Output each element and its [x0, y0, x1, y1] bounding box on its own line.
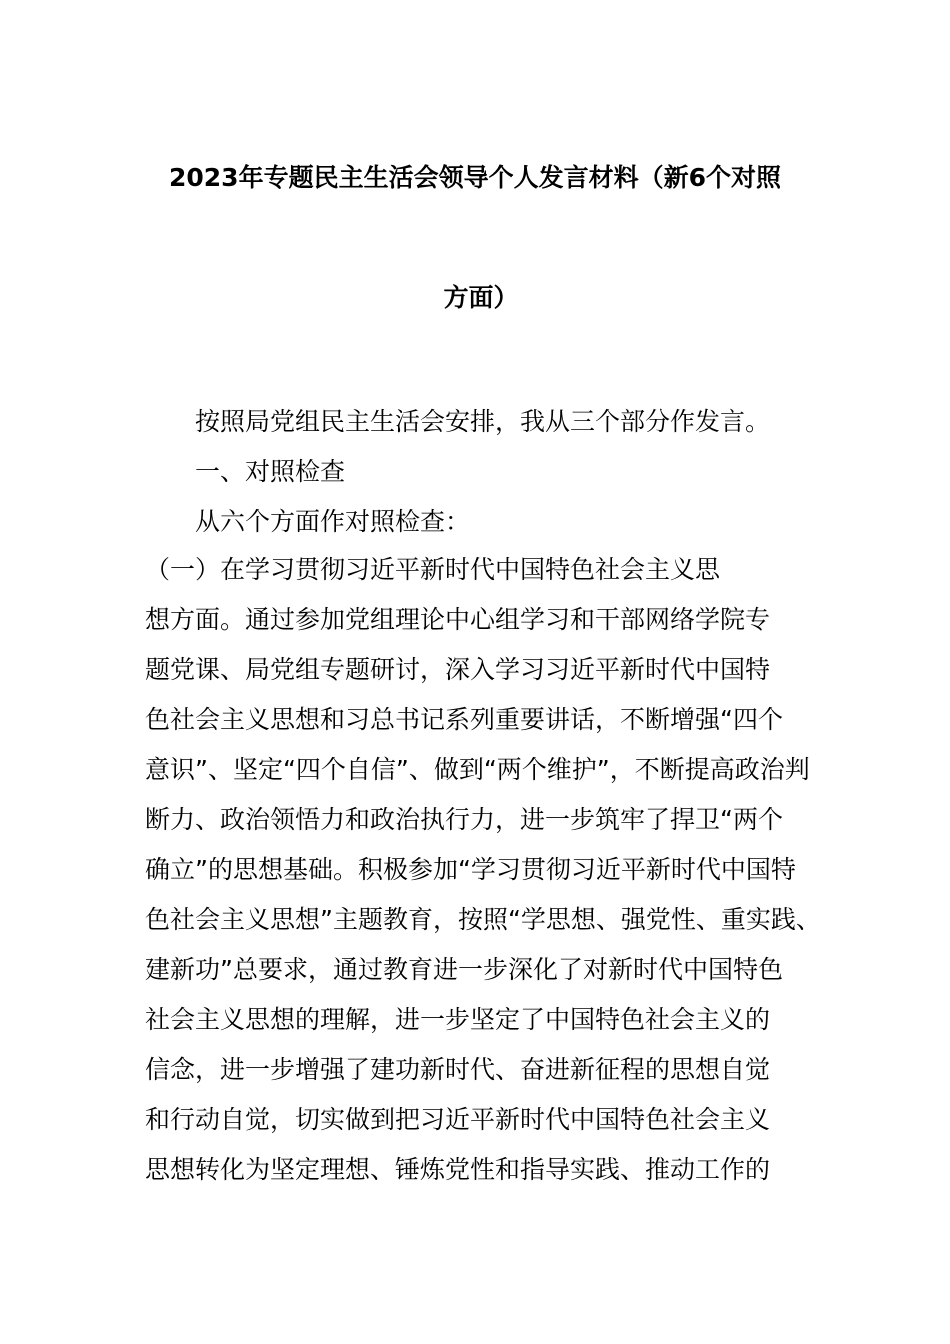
body-line: 信念，进一步增强了建功新时代、奋进新征程的思想自觉 — [145, 1055, 771, 1084]
body-line: 和行动自觉，切实做到把习近平新时代中国特色社会主义 — [145, 1105, 771, 1134]
body-line: 思想转化为坚定理想、锤炼党性和指导实践、推动工作的 — [145, 1155, 771, 1184]
body-line: 色社会主义思想”主题教育，按照“学思想、强党性、重实践、 — [145, 905, 821, 934]
body-line: 确立”的思想基础。积极参加“学习贯彻习近平新时代中国特 — [145, 855, 796, 884]
body-line: 断力、政治领悟力和政治执行力，进一步筑牢了捍卫“两个 — [145, 805, 783, 834]
section-heading: 一、对照检查 — [195, 457, 346, 486]
body-line: 社会主义思想的理解，进一步坚定了中国特色社会主义的 — [145, 1005, 771, 1034]
document-title-line-2: 方面） — [443, 283, 519, 312]
intro-paragraph: 按照局党组民主生活会安排，我从三个部分作发言。 — [195, 407, 771, 436]
body-line: 建新功”总要求，通过教育进一步深化了对新时代中国特色 — [145, 955, 783, 984]
body-line: （一）在学习贯彻习近平新时代中国特色社会主义思 — [145, 555, 721, 584]
body-line: 题党课、局党组专题研讨，深入学习习近平新时代中国特 — [145, 655, 771, 684]
body-paragraph — [145, 554, 825, 1204]
body-line: 色社会主义思想和习总书记系列重要讲话，不断增强“四个 — [145, 705, 783, 734]
body-line: 意识”、坚定“四个自信”、做到“两个维护”，不断提高政治判 — [145, 755, 810, 784]
body-line: 想方面。通过参加党组理论中心组学习和干部网络学院专 — [145, 605, 771, 634]
document-title-line-1: 2023年专题民主生活会领导个人发言材料（新6个对照 — [169, 163, 781, 192]
section-lead: 从六个方面作对照检查： — [195, 507, 471, 536]
